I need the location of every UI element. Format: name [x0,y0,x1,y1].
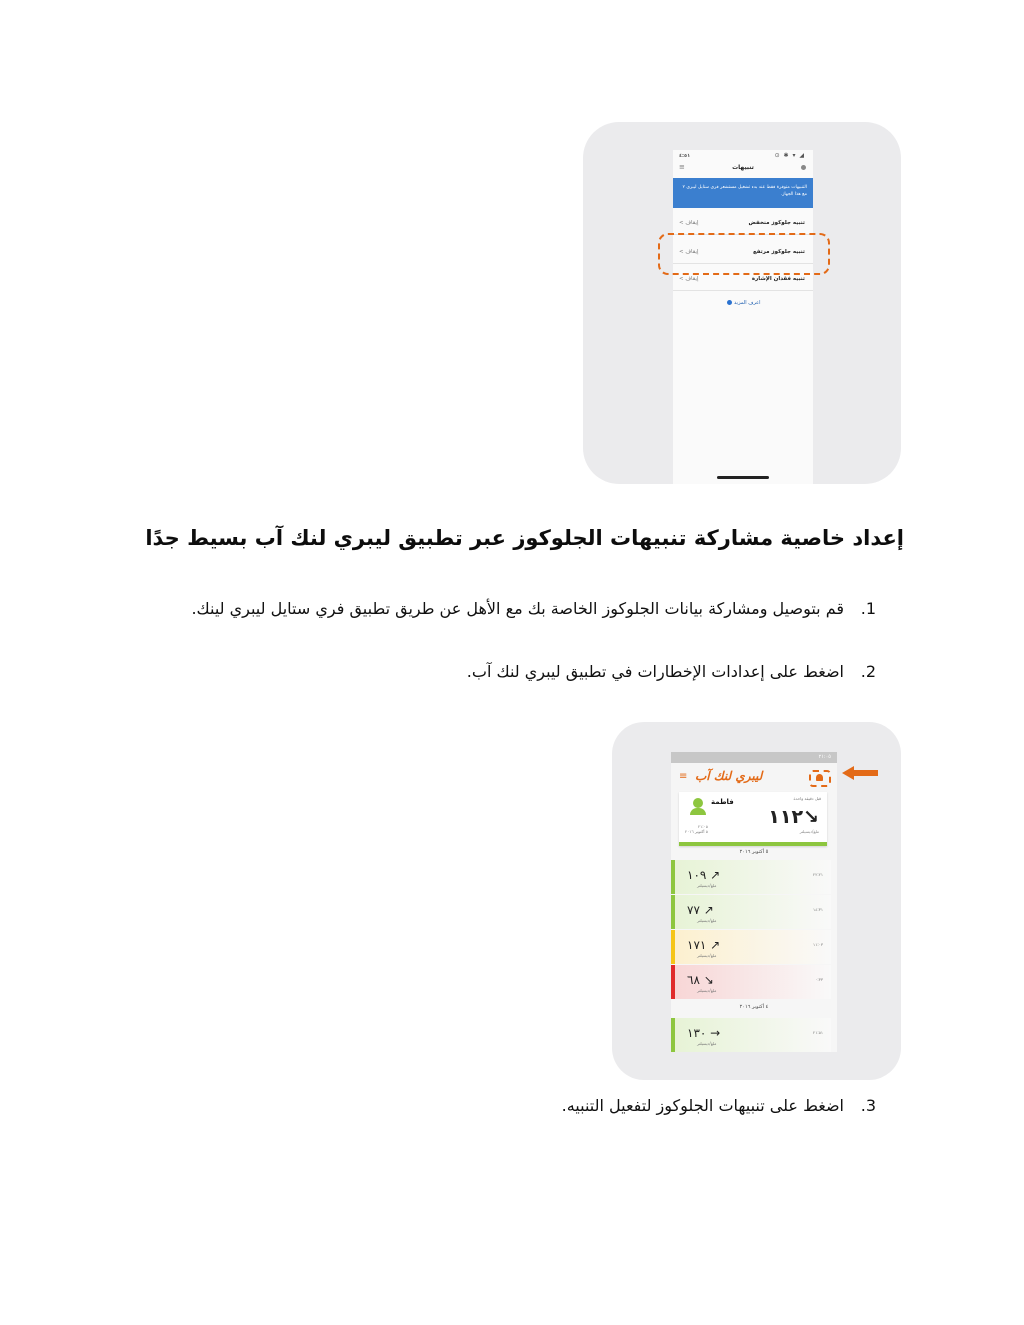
app-title: ليبري لنك آب [695,769,763,783]
reading-value: ٦٨ ↘ [687,973,714,987]
reading-time: ١٤:٣١ [813,907,823,912]
step-2 [150,659,876,685]
alert-row-label: تنبيه جلوكوز منخفض [748,220,805,226]
alert-row-value: إيقاف > [679,249,699,255]
alert-row-low[interactable] [673,214,813,235]
step-number: 1. [860,599,876,618]
reading-row[interactable] [671,895,831,929]
reading-unit: ملغ/ديسيلتر [697,918,717,923]
learn-more-label: اعرف المزيد [734,300,761,306]
phone-screen [673,150,813,484]
screen-title: تنبيهات [732,164,754,171]
menu-icon[interactable]: ≡ [679,771,688,782]
phone-screen [671,752,837,1052]
reading-row[interactable] [671,930,831,964]
reading-timestamp [685,824,708,834]
alerts-bell-button[interactable] [809,770,831,787]
learn-more-link[interactable] [673,300,813,306]
alert-row-value: إيقاف > [679,276,699,282]
step-text: اضغط على تنبيهات الجلوكوز لتفعيل التنبيه. [561,1096,844,1115]
reading-time: ٢١:٥١ [813,1030,823,1035]
last-reading-label: قبل دقيقة واحدة [793,796,821,801]
step-number: 3. [860,1096,876,1115]
app-bar [671,763,837,790]
reading-unit: ملغ/ديسيلتر [697,1041,717,1046]
date-header: ٤ أكتوبر ٢٠١٦ [739,1004,769,1010]
reading-unit: ملغ/ديسيلتر [697,988,717,993]
status-icons: ⊙ ✱ ▾ ◢ [774,152,805,159]
reading-value: ٧٧ ↗ [687,903,714,917]
step-text: اضغط على إعدادات الإخطارات في تطبيق ليبري لنك آب. [466,662,844,681]
current-glucose: ١١٢↘ [768,806,819,828]
reading-row[interactable] [671,860,831,894]
bell-icon [816,774,823,781]
status-bar [673,150,813,162]
glucose-unit: ملغ/ديسيلتر [799,829,819,834]
reading-value: ١٧١ ↗ [687,938,721,952]
step-text: قم بتوصيل ومشاركة بيانات الجلوكوز الخاصة بك مع الأهل عن طريق تطبيق فري ستايل ليبري لينك. [191,599,844,618]
alert-row-label: تنبيه فقدان الإشارة [751,276,805,282]
reading-time: ٠:٣٣ [815,977,823,982]
reading-unit: ملغ/ديسيلتر [697,953,717,958]
home-indicator [717,476,769,479]
status-time: ٢١:٠٥ [818,754,831,760]
step-3 [150,1093,876,1119]
alert-row-value: إيقاف > [679,220,699,226]
alert-row-label: تنبيه جلوكوز مرتفع [752,249,805,255]
back-icon[interactable]: ≡ [679,163,685,171]
pointer-arrow-icon [842,766,878,780]
avatar-body [690,808,706,815]
screenshot-alerts-settings [583,122,901,484]
step-number: 2. [860,662,876,681]
step-1 [150,596,876,622]
highlight-ring [658,233,830,275]
timestamp-date: ٥ أكتوبر ٢٠١٦ [685,829,708,834]
date-header: ٥ أكتوبر ٢٠١٦ [739,849,769,855]
reading-value: ١٣٠ → [687,1026,721,1040]
status-time: ٤:٥١ [679,153,691,159]
timestamp-time: ٢١:٠٥ [697,824,708,829]
reading-row[interactable] [671,1018,831,1052]
reading-row[interactable] [671,965,831,999]
section-heading: إعداد خاصية مشاركة تنبيهات الجلوكوز عبر تطبيق ليبري لنك آب بسيط جدًا [145,526,904,550]
patient-name: فاطمة [711,798,734,806]
screenshot-libre-app [612,722,901,1080]
reading-unit: ملغ/ديسيلتر [697,883,717,888]
reading-time: ٢٢:٢١ [813,872,823,877]
toggle-icon[interactable] [801,165,806,170]
avatar [693,798,703,808]
reading-time: ١١:٠٣ [813,942,823,947]
status-bar [671,752,837,763]
info-banner: التنبيهات متوفرة فقط عند بدء تشغيل مستشعر فري ستايل ليبري ٢ مع هذا الجهاز. [673,178,813,208]
reading-value: ١٠٩ ↗ [687,868,721,882]
info-icon [727,300,732,305]
patient-card[interactable] [679,792,827,846]
